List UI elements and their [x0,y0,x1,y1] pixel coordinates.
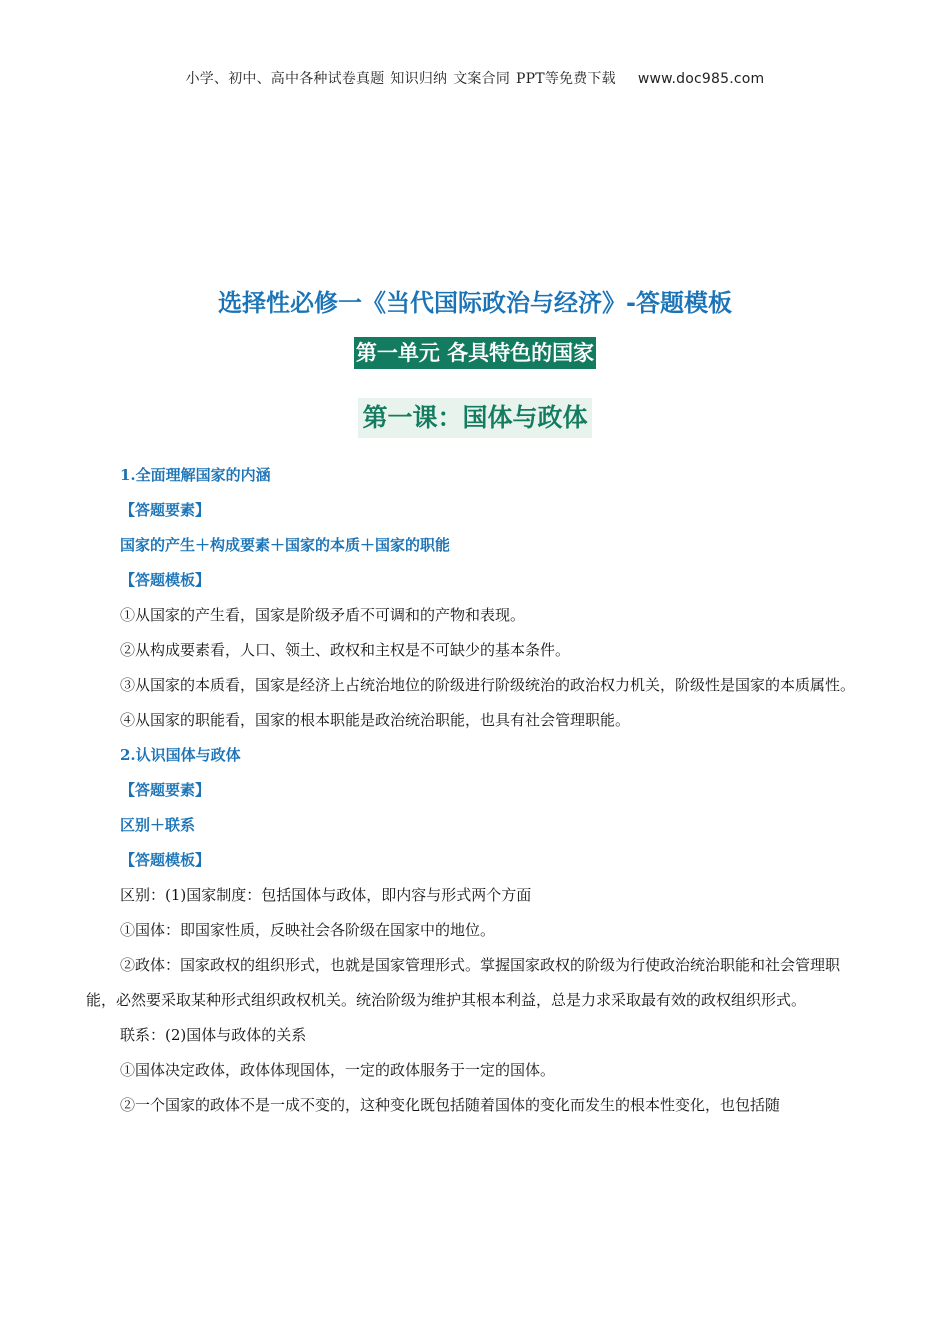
lesson-heading-wrap [0,398,950,438]
header-segment: PPT等免费下载 [516,71,616,87]
page-header [0,68,950,88]
document-title: 选择性必修一《当代国际政治与经济》-答题模板 [218,289,732,317]
template-line: ①国体：即国家性质，反映社会各阶级在国家中的地位。 [120,921,496,939]
header-segment: 文案合同 [453,71,511,87]
template-line: ②政体：国家政权的组织形式，也就是国家管理形式。掌握国家政权的阶级为行使政治统治职能和社会管理职能，必然要采取某种形式组织政权机关。统治阶级为维护其根本利益，总是力求采取最有效的政权组织形式。 [86,956,841,1009]
elements-label: 【答题要素】 [120,501,211,519]
header-url[interactable]: www.doc985.com [637,71,765,87]
template-line: ②从构成要素看，人口、领土、政权和主权是不可缺少的基本条件。 [120,641,571,659]
section-heading: 1.全面理解国家的内涵 [120,466,271,484]
elements-text: 区别＋联系 [120,816,196,834]
template-line: ①从国家的产生看，国家是阶级矛盾不可调和的产物和表现。 [120,606,526,624]
template-line: 区别：(1)国家制度：包括国体与政体，即内容与形式两个方面 [120,886,532,904]
template-line: ④从国家的职能看，国家的根本职能是政治统治职能，也具有社会管理职能。 [120,711,631,729]
template-line: ①国体决定政体，政体体现国体，一定的政体服务于一定的国体。 [120,1061,556,1079]
unit-heading: 第一单元 各具特色的国家 [354,337,596,369]
template-label: 【答题模板】 [120,851,211,869]
header-segment: 知识归纳 [390,71,448,87]
template-line: 联系：(2)国体与政体的关系 [120,1026,307,1044]
template-label: 【答题模板】 [120,571,211,589]
section-heading: 2.认识国体与政体 [120,746,241,764]
unit-heading-wrap [0,337,950,369]
elements-text: 国家的产生＋构成要素＋国家的本质＋国家的职能 [120,536,451,554]
template-line: ②一个国家的政体不是一成不变的，这种变化既包括随着国体的变化而发生的根本性变化，也包括随 [120,1096,781,1114]
header-segment: 小学、初中、高中各种试卷真题 [185,71,385,87]
elements-label: 【答题要素】 [120,781,211,799]
template-line: ③从国家的本质看，国家是经济上占统治地位的阶级进行阶级统治的政治权力机关，阶级性是国家的本质属性。 [120,676,856,694]
lesson-heading: 第一课：国体与政体 [358,398,591,438]
document-body [86,458,864,1123]
